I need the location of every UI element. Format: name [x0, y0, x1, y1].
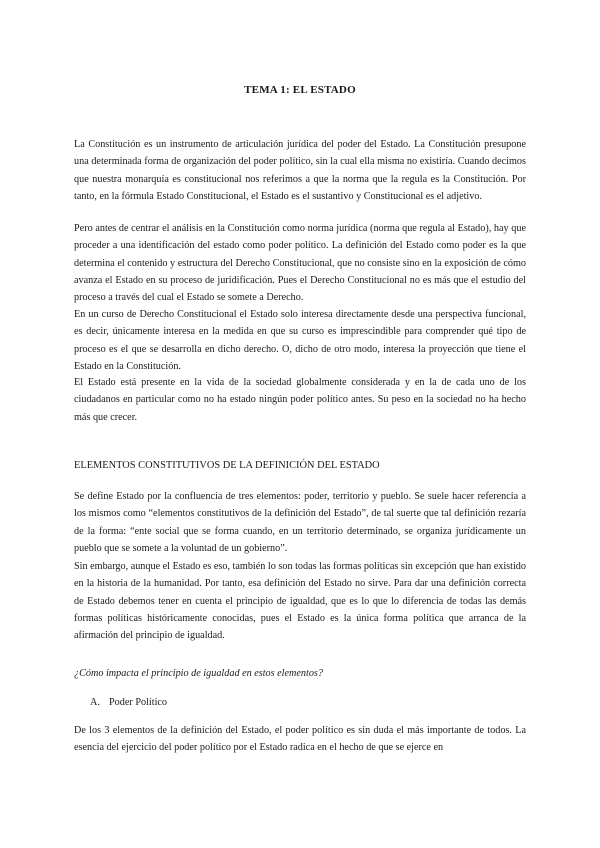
paragraph-intro: La Constitución es un instrumento de articulación jurídica del poder del Estado. La Constitución presupone una determinada forma de organización del poder político, sin la cual ella misma no existiría. Cuando decimos que nuestra monarquía es constitucional nos referimos a que la norma que la regula es la Constitución. Por tanto, en la fórmula Estado Constitucional, el Estado es el sustantivo y Constitucional es el adjetivo.: [74, 139, 526, 202]
paragraph-definicion: Se define Estado por la confluencia de tres elementos: poder, territorio y pueblo. Se suele hacer referencia a los mismos como “elementos constitutivos de la definición del Estado”, de tal suerte que tal definición rezaría de la forma: “ente social que se forma cuando, en un territorio determinado, se organiza jurídicamente un pueblo que se somete a la voluntad de un gobierno”.: [74, 491, 526, 554]
paragraph-principio-igualdad: Sin embargo, aunque el Estado es eso, también lo son todas las formas políticas sin excepción que han existido en la historia de la humanidad. Por tanto, esa definición del Estado no sirve. Para dar una definición correcta de Estado debemos tener en cuenta el principio de igualdad, que es lo que lo diferencia de todas las demás formas políticas históricamente conocidas, pues el Estado es la única forma política que arranca de la afirmación del principio de igualdad.: [74, 561, 526, 642]
question-heading: ¿Cómo impacta el principio de igualdad en estos elementos?: [74, 668, 323, 679]
section-heading: ELEMENTOS CONSTITUTIVOS DE LA DEFINICIÓN DEL ESTADO: [74, 460, 380, 471]
paragraph-presencia-estado: El Estado está presente en la vida de la sociedad globalmente considerada y en la de cada uno de los ciudadanos en particular como no ha estado ningún poder político antes. Su peso en la sociedad no ha hecho más que crecer.: [74, 377, 526, 423]
list-item-label: Poder Político: [109, 697, 168, 708]
list-marker: A.: [90, 697, 100, 708]
page-title: TEMA 1: EL ESTADO: [244, 84, 356, 96]
paragraph-perspectiva-funcional: En un curso de Derecho Constitucional el Estado solo interesa directamente desde una perspectiva funcional, es decir, únicamente interesa en la medida en que su curso es imprescindible para comprender qué tipo de proceso es el que se desarrolla en dicho derecho. O, dicho de otro modo, interesa la proyección que tiene el Estado en la Constitución.: [74, 309, 526, 372]
paragraph-poder-politico: Pero antes de centrar el análisis en la Constitución como norma jurídica (norma que regula al Estado), hay que proceder a una identificación del estado como poder político. La definición del Estado como poder es la que determina el contenido y estructura del Derecho Constitucional, que no consiste sino en la exposición de cómo avanza el Estado en su proceso de juridificación. Pues el Derecho Constitucional no es más que el estudio del proceso a través del cual el Estado se somete a Derecho.: [74, 223, 526, 304]
paragraph-elementos: De los 3 elementos de la definición del Estado, el poder político es sin duda el más importante de todos. La esencia del ejercicio del poder político por el Estado radica en el hecho de que se ejerce en: [74, 725, 526, 754]
list-item-poder-politico: [90, 697, 167, 708]
